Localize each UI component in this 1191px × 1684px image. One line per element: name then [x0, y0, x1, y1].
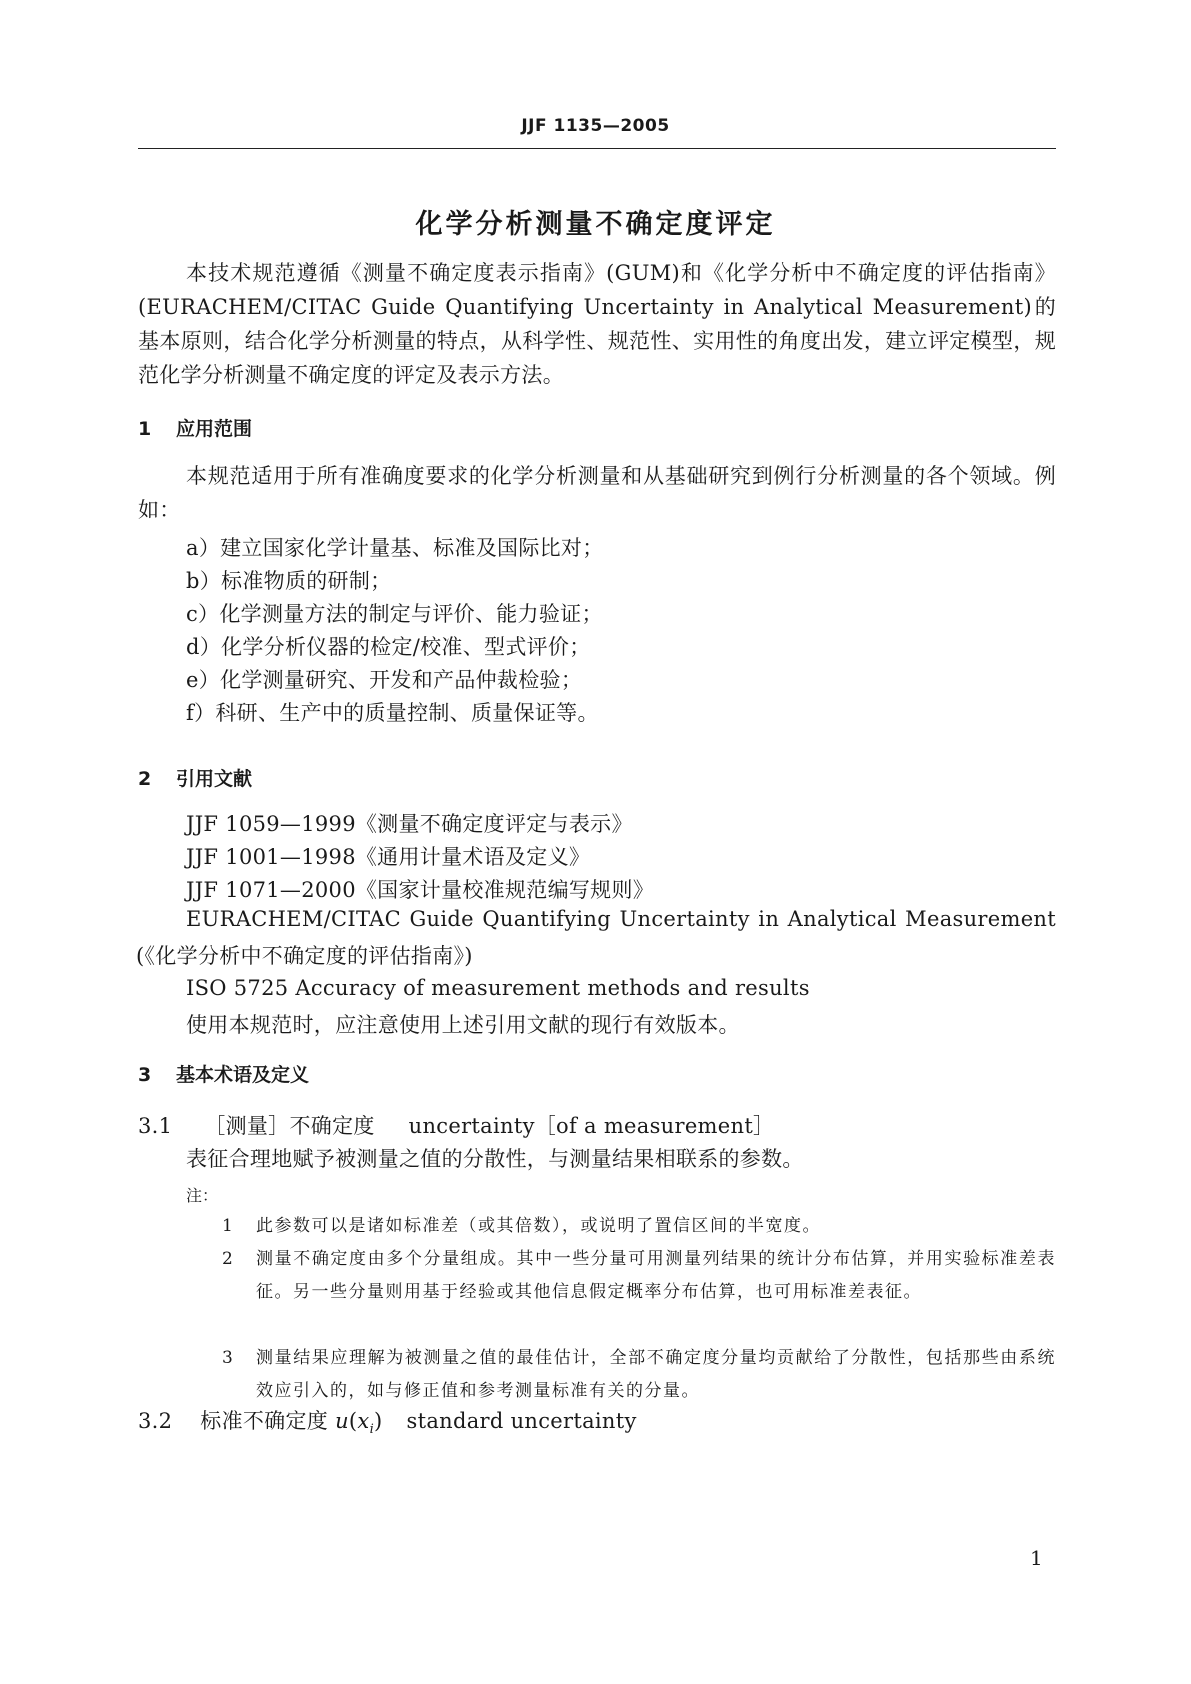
- list-item: f）科研、生产中的质量控制、质量保证等。: [186, 701, 599, 725]
- note-item: [222, 1243, 1056, 1309]
- standard-code-header: JJF 1135—2005: [521, 116, 670, 136]
- term-3-1-number: 3.1: [138, 1114, 173, 1138]
- list-item: b）标准物质的研制；: [186, 569, 392, 593]
- header-rule: [138, 148, 1056, 149]
- term-3-2-en: standard uncertainty: [406, 1409, 637, 1433]
- note-number: 3: [222, 1348, 235, 1368]
- list-item: c）化学测量方法的制定与评价、能力验证；: [186, 602, 603, 626]
- term-3-1-en: uncertainty［of a measurement］: [408, 1114, 775, 1138]
- reference-item: JJF 1001—1998《通用计量术语及定义》: [186, 845, 591, 869]
- section-3-title: 基本术语及定义: [176, 1064, 310, 1086]
- note-number: 2: [222, 1249, 235, 1269]
- note-text: 测量不确定度由多个分量组成。其中一些分量可用测量列结果的统计分布估算，并用实验标准差表征。另一些分量则用基于经验或其他信息假定概率分布估算，也可用标准差表征。: [256, 1249, 1056, 1302]
- reference-item-iso: ISO 5725 Accuracy of measurement methods and results: [186, 976, 810, 1000]
- section-1-paragraph: 本规范适用于所有准确度要求的化学分析测量和从基础研究到例行分析测量的各个领域。例如：: [138, 464, 1056, 522]
- list-item: a）建立国家化学计量基、标准及国际比对；: [186, 536, 604, 560]
- section-2-title: 引用文献: [176, 768, 253, 790]
- section-2-heading: [138, 764, 252, 791]
- reference-item: JJF 1059—1999《测量不确定度评定与表示》: [186, 812, 633, 836]
- section-2-number: 2: [138, 768, 152, 790]
- reference-item-eurachem: EURACHEM/CITAC Guide Quantifying Uncertainty in Analytical Measurement: [186, 907, 1056, 931]
- note-number: 1: [222, 1216, 235, 1236]
- note-label: 注：: [186, 1186, 219, 1205]
- document-title: 化学分析测量不确定度评定: [415, 209, 776, 240]
- section-1-title: 应用范围: [176, 418, 253, 440]
- reference-note: 使用本规范时，应注意使用上述引用文献的现行有效版本。: [186, 1013, 740, 1037]
- term-3-1: [138, 1110, 774, 1140]
- term-3-1-cn: ［测量］不确定度: [204, 1114, 375, 1138]
- term-3-2-number: 3.2: [138, 1409, 173, 1433]
- intro-paragraph: 本技术规范遵循《测量不确定度表示指南》(GUM)和《化学分析中不确定度的评估指南》(EURACHEM/CITAC Guide Quantifying Uncertainty in Analytical Measurement)的基本原则，结合化学分析测量的特点，从科学性、规范性、实用性的角度出发，建立评定模型，规范化学分析测量不确定度的评定及表示方法。: [138, 261, 1056, 387]
- note-item: [222, 1210, 1056, 1243]
- list-item: e）化学测量研究、开发和产品仲裁检验；: [186, 668, 583, 692]
- term-3-2-symbol: $u(x_i)$: [335, 1409, 383, 1438]
- term-3-1-definition: 表征合理地赋予被测量之值的分散性，与测量结果相联系的参数。: [186, 1147, 804, 1171]
- note-text: 此参数可以是诸如标准差（或其倍数），或说明了置信区间的半宽度。: [256, 1216, 821, 1236]
- reference-item: JJF 1071—2000《国家计量校准规范编写规则》: [186, 878, 655, 902]
- section-3-heading: [138, 1060, 309, 1087]
- note-item: [222, 1342, 1056, 1408]
- list-item: d）化学分析仪器的检定/校准、型式评价；: [186, 635, 591, 659]
- term-3-2-cn: 标准不确定度: [200, 1409, 329, 1433]
- section-1-number: 1: [138, 418, 152, 440]
- section-3-number: 3: [138, 1064, 152, 1086]
- reference-item-eurachem-cn: (《化学分析中不确定度的评估指南》): [136, 944, 473, 968]
- section-1-heading: [138, 414, 252, 441]
- term-3-2: [138, 1405, 637, 1437]
- note-text: 测量结果应理解为被测量之值的最佳估计，全部不确定度分量均贡献给了分散性，包括那些由系统效应引入的，如与修正值和参考测量标准有关的分量。: [256, 1348, 1056, 1401]
- page-number: 1: [1030, 1546, 1043, 1570]
